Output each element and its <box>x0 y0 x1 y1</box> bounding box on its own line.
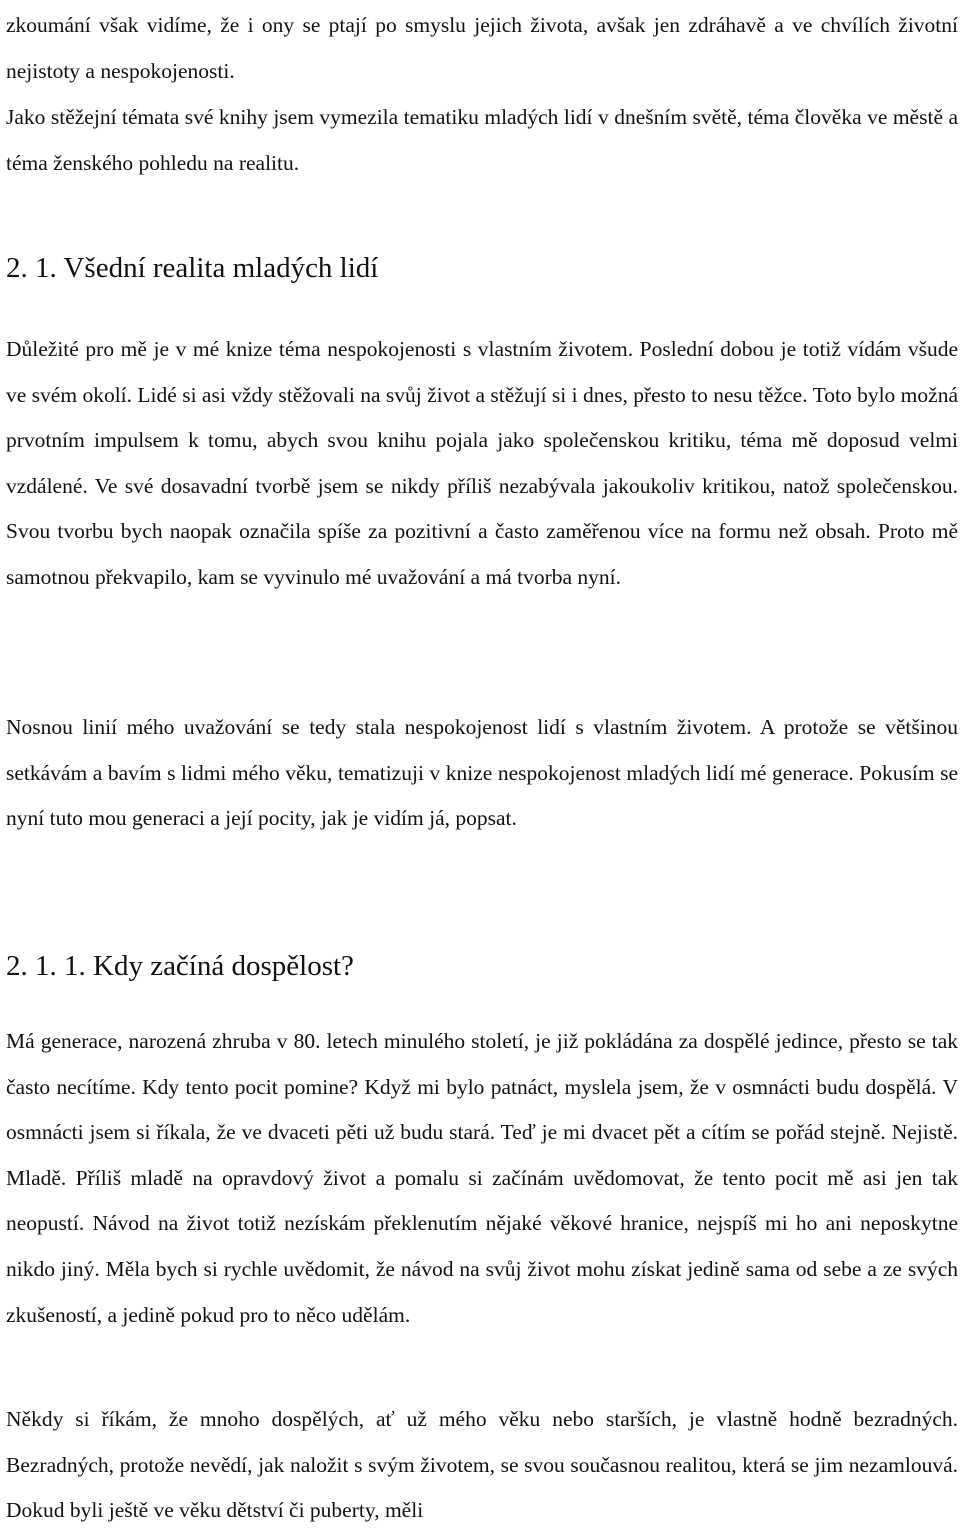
paragraph-dissatisfaction: Důležité pro mě je v mé knize téma nespokojenosti s vlastním životem. Poslední dobou je totiž vídám všude ve svém okolí. Lidé si asi vždy stěžovali na svůj život a stěžují si i dnes, přesto to nesu těžce. Toto bylo možná prvotním impulsem k tomu, abych svou knihu pojala jako společenskou kritiku, téma mě doposud velmi vzdálené. Ve své dosavadní tvorbě jsem se nikdy příliš nezabývala jakoukoliv kritikou, natož společenskou. Svou tvorbu bych naopak označila spíše za pozitivní a často zaměřenou více na formu než obsah. Proto mě samotnou překvapilo, kam se vyvinulo mé uvažování a má tvorba nyní. <box>6 337 958 589</box>
section-heading-2-1: 2. 1. Všední realita mladých lidí <box>6 252 379 284</box>
paragraph-generation: Má generace, narozená zhruba v 80. letech minulého století, je již pokládána za dospělé jedince, přesto se tak často necítíme. Kdy tento pocit pomine? Když mi bylo patnáct, myslela jsem, že v osmnácti budu dospělá. V osmnácti jsem si říkala, že ve dvaceti pěti už budu stará. Teď je mi dvacet pět a cítím se pořád stejně. Nejistě. Mladě. Příliš mladě na opravdový život a pomalu si začínám uvědomovat, že tento pocit mě asi jen tak neopustí. Návod na život totiž nezískám překlenutím nějaké věkové hranice, nejspíš mi ho ani neposkytne nikdo jiný. Měla bych si rychle uvědomit, že návod na svůj život mohu získat jedině sama od sebe a ze svých zkušeností, a jedině pokud pro to něco udělám. <box>6 1029 958 1327</box>
section-heading-2-1-1: 2. 1. 1. Kdy začíná dospělost? <box>6 950 354 982</box>
paragraph-themes: Jako stěžejní témata své knihy jsem vymezila tematiku mladých lidí v dnešním světě, téma člověka ve městě a téma ženského pohledu na realitu. <box>6 105 958 175</box>
paragraph-intro-end: zkoumání však vidíme, že i ony se ptají po smyslu jejich života, avšak jen zdráhavě a ve chvílích životní nejistoty a nespokojenosti. <box>6 13 958 83</box>
paragraph-main-line: Nosnou linií mého uvažování se tedy stala nespokojenost lidí s vlastním životem. A protože se většinou setkávám a bavím s lidmi mého věku, tematizuji v knize nespokojenost mladých lidí mé generace. Pokusím se nyní tuto mou generaci a její pocity, jak je vidím já, popsat. <box>6 715 958 831</box>
paragraph-adults: Někdy si říkám, že mnoho dospělých, ať už mého věku nebo starších, je vlastně hodně bezradných. Bezradných, protože nevědí, jak naložit s svým životem, se svou současnou realitou, která se jim nezamlouvá. Dokud byli ještě ve věku dětství či puberty, měli <box>6 1407 958 1523</box>
